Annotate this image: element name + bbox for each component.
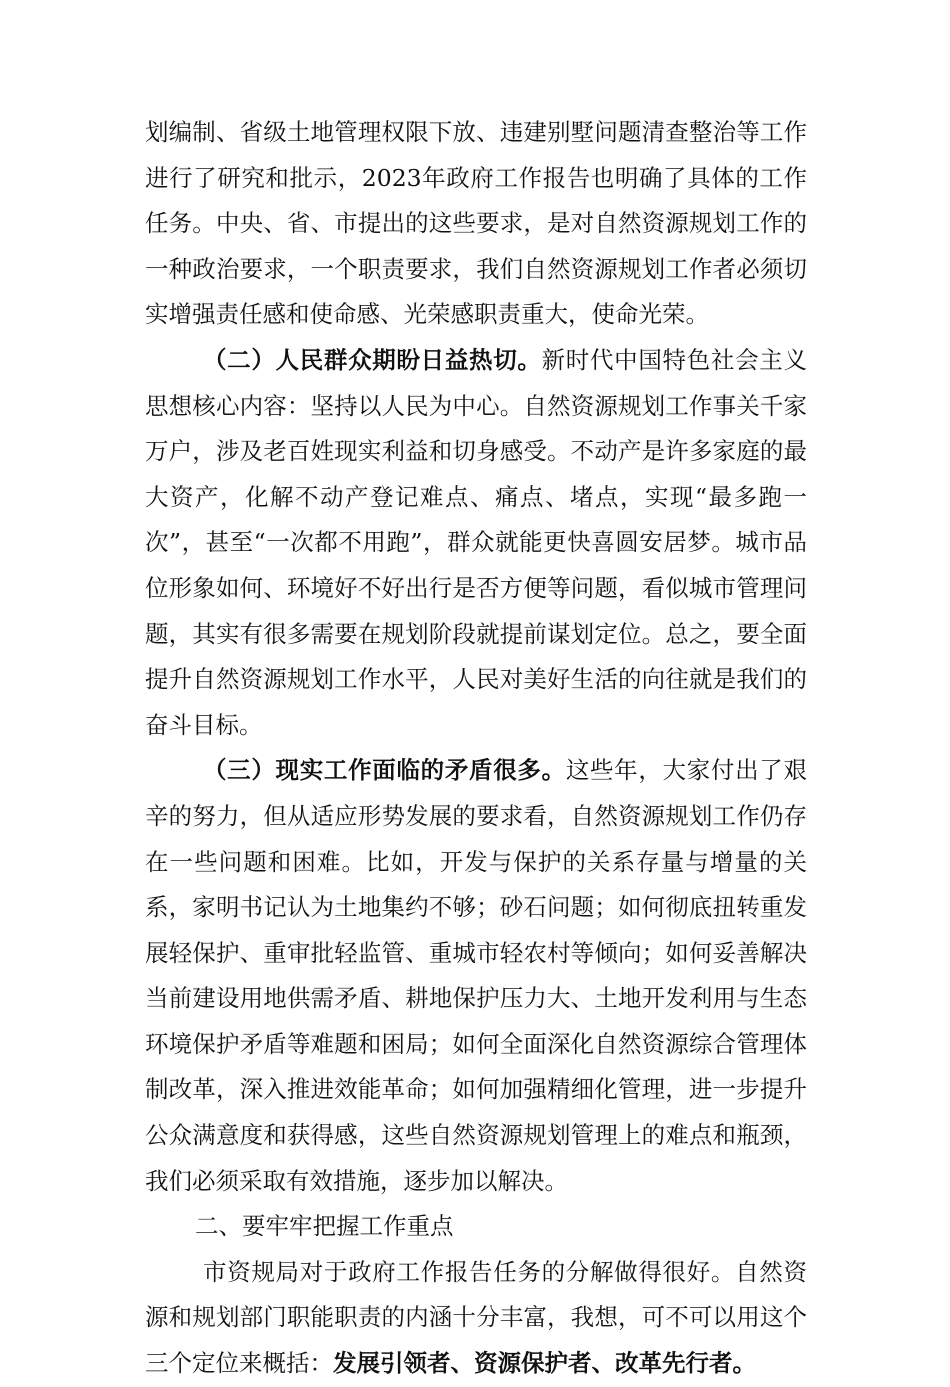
paragraph-positioning — [145, 1250, 807, 1387]
section-2-body: 新时代中国特色社会主义思想核心内容：坚持以人民为中心。自然资源规划工作事关千家万户，涉及老百姓现实利益和切身感受。不动产是许多家庭的最大资产，化解不动产登记难点、痛点、堵点，实现“最多跑一次”，甚至“一次都不用跑”，群众就能更快喜圆安居梦。城市品位形象如何、环境好不好出行是否方便等问题，看似城市管理问题，其实有很多需要在规划阶段就提前谋划定位。总之，要全面提升自然资源规划工作水平，人民对美好生活的向往就是我们的奋斗目标。 — [145, 345, 807, 739]
section-2-lead: （二）人民群众期盼日益热切。 — [203, 345, 542, 374]
section-3-body: 这些年，大家付出了艰辛的努力，但从适应形势发展的要求看，自然资源规划工作仍存在一些问题和困难。比如，开发与保护的关系存量与增量的关系，家明书记认为土地集约不够；砂石问题；如何彻底扭转重发展轻保护、重审批轻监管、重城市轻农村等倾向；如何妥善解决当前建设用地供需矛盾、耕地保护压力大、土地开发利用与生态环境保护矛盾等难题和困局；如何全面深化自然资源综合管理体制改革，深入推进效能革命；如何加强精细化管理，进一步提升公众满意度和获得感，这些自然资源规划管理上的难点和瓶颈，我们必须采取有效措施，逐步加以解决。 — [145, 756, 807, 1195]
section-3-lead: （三）现实工作面临的矛盾很多。 — [203, 756, 566, 785]
positioning-body: 市资规局对于政府工作报告任务的分解做得很好。自然资源和规划部门职能职责的内涵十分丰富，我想，可不可以用这个三个定位来概括： — [145, 1257, 807, 1378]
positioning-emphasis: 发展引领者、资源保护者、改革先行者。 — [333, 1349, 756, 1378]
paragraph-section-2 — [145, 338, 807, 748]
paragraph-continuation: 划编制、省级土地管理权限下放、违建别墅问题清查整治等工作进行了研究和批示，2023年政府工作报告也明确了具体的工作任务。中央、省、市提出的这些要求，是对自然资源规划工作的一种政治要求，一个职责要求，我们自然资源规划工作者必须切实增强责任感和使命感、光荣感职责重大，使命光荣。 — [145, 118, 807, 329]
document-body — [145, 110, 807, 1387]
section-heading-2: 二、要牢牢把握工作重点 — [195, 1212, 454, 1241]
paragraph-section-3 — [145, 748, 807, 1204]
